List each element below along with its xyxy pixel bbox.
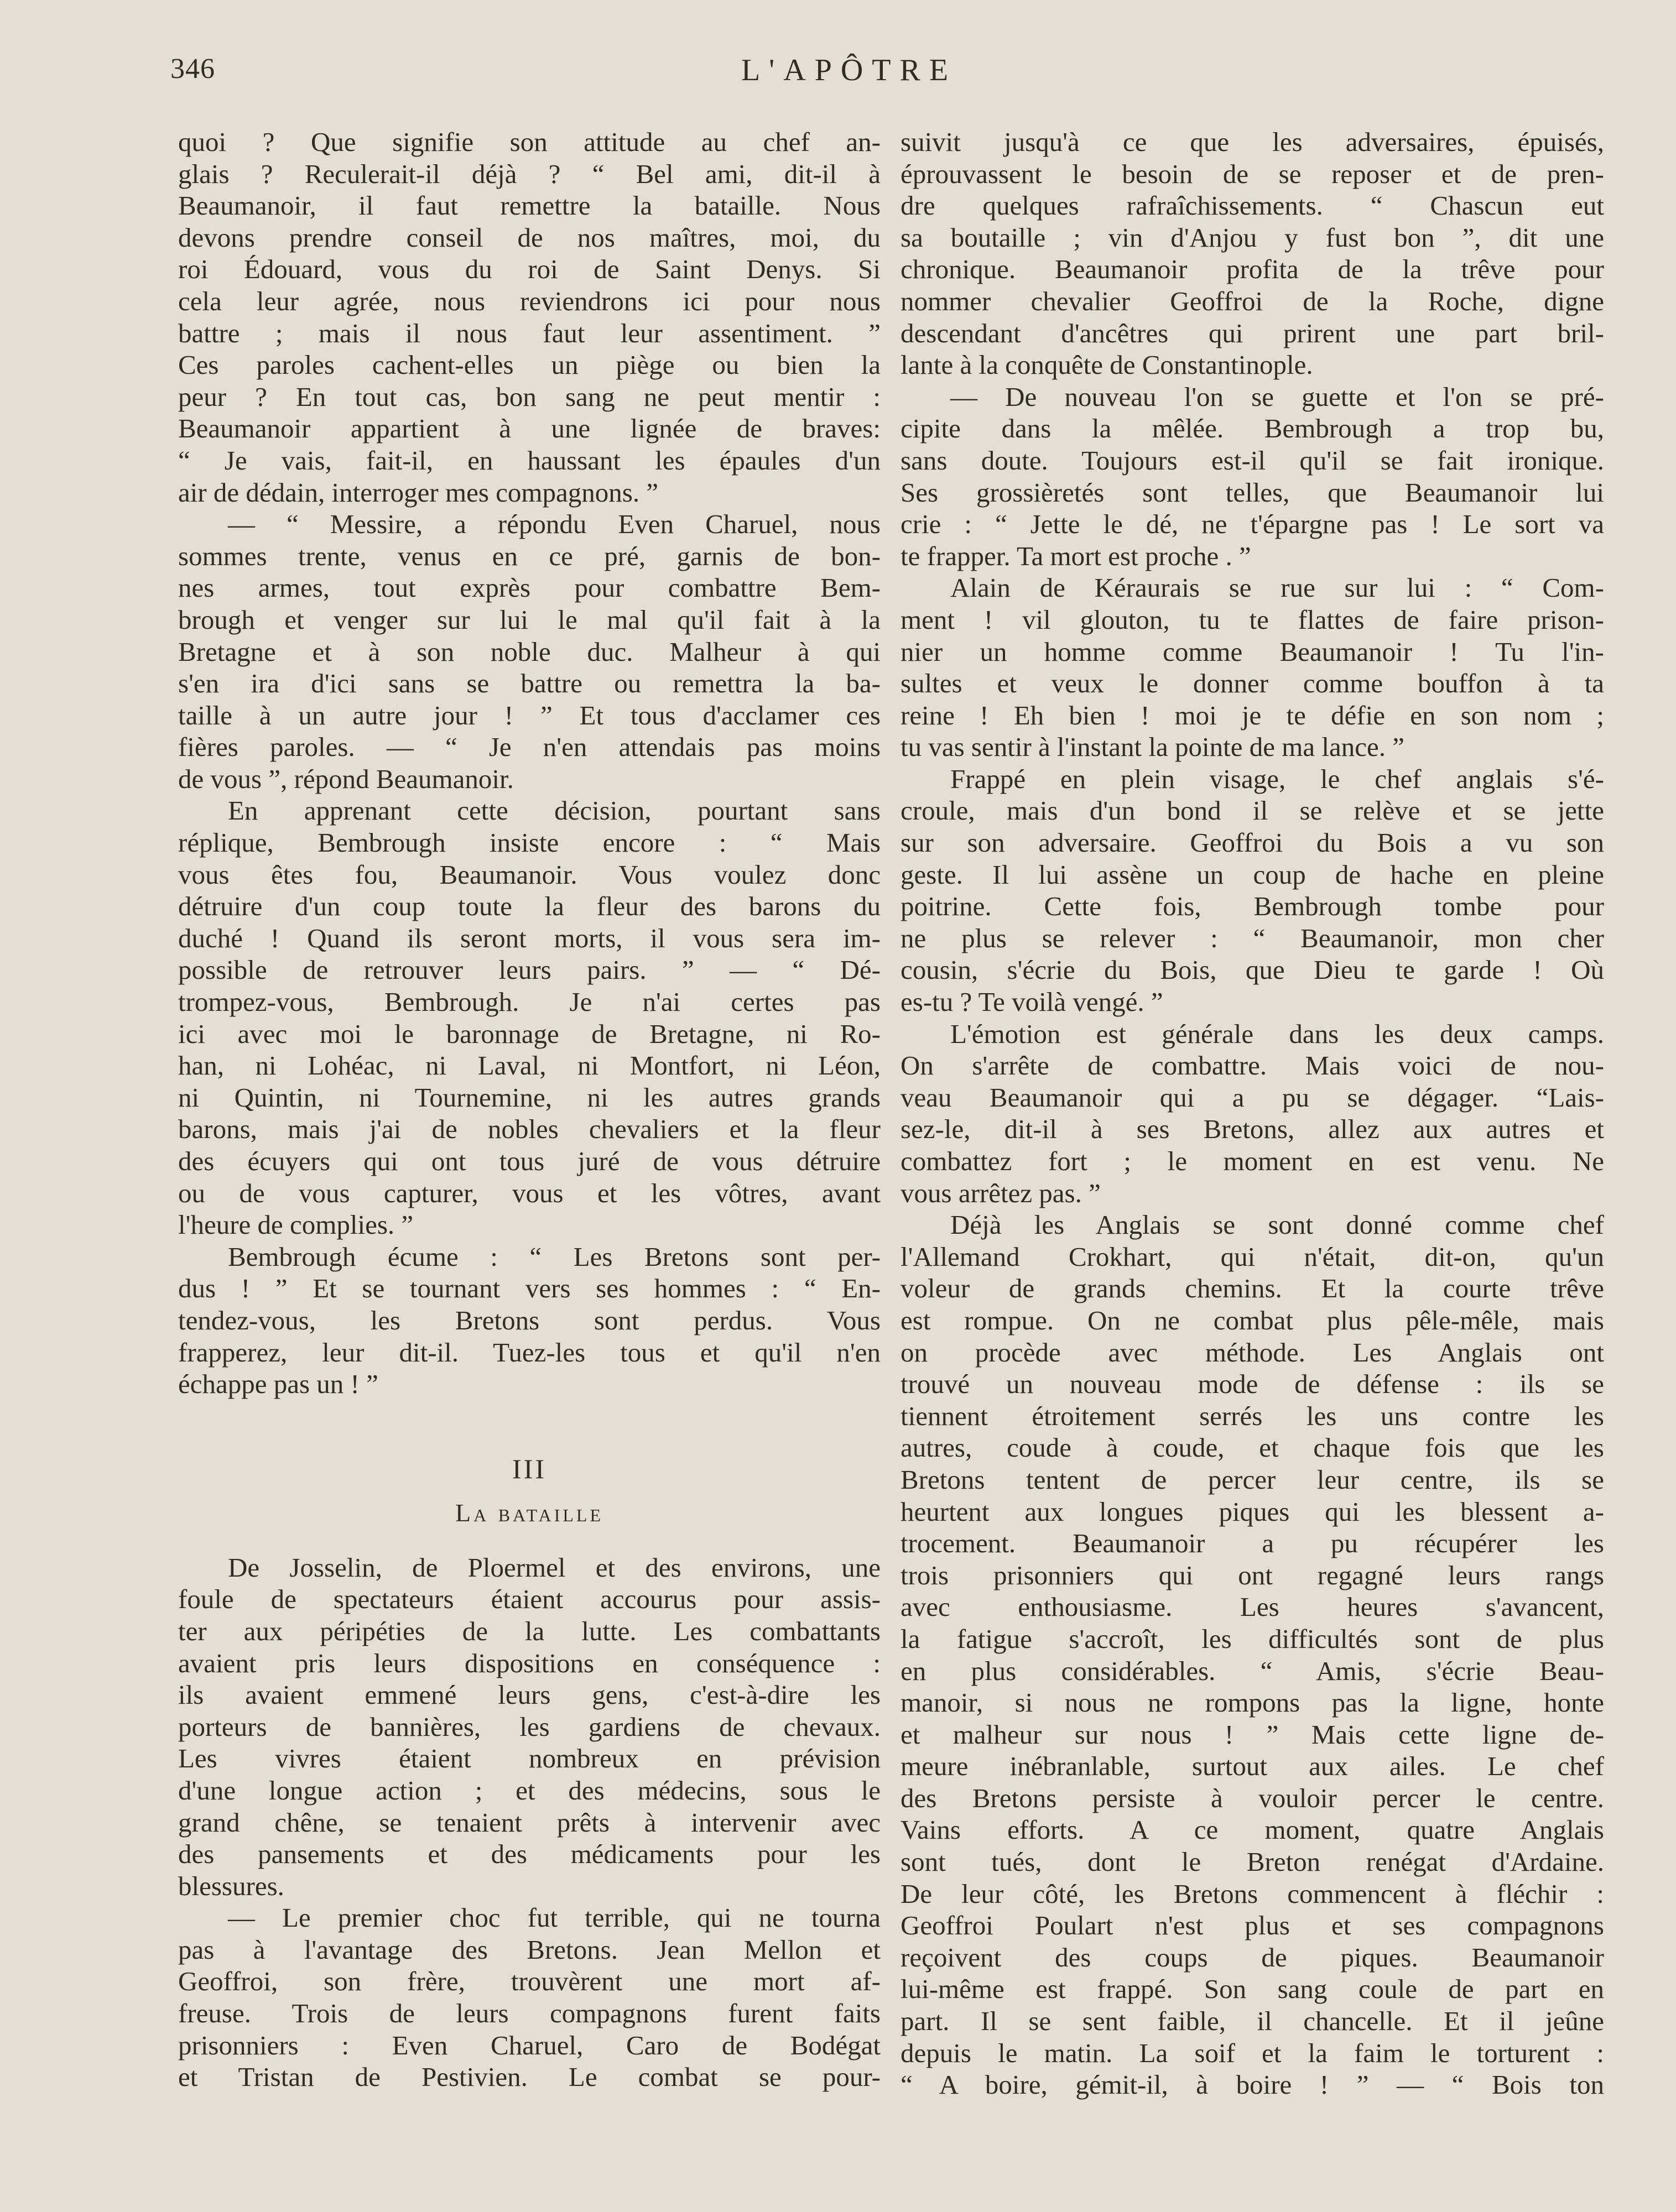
- text-line: détruire d'un coup toute la fleur des barons du: [178, 891, 881, 922]
- text-line: han, ni Lohéac, ni Laval, ni Montfort, ni Léon,: [178, 1050, 881, 1081]
- text-line: trois prisonniers qui ont regagné leurs rangs: [901, 1559, 1604, 1590]
- text-line: veau Beaumanoir qui a pu se dégager. “Lais-: [901, 1082, 1604, 1113]
- text-line: descendant d'ancêtres qui prirent une part bril-: [901, 317, 1604, 348]
- text-line: blessures.: [178, 1870, 284, 1901]
- text-line: air de dédain, interroger mes compagnons. ”: [178, 477, 659, 508]
- text-line: frapperez, leur dit-il. Tuez-les tous et qu'il n'en: [178, 1337, 881, 1368]
- text-line: des écuyers qui ont tous juré de vous détruire: [178, 1146, 881, 1176]
- section-number: III: [512, 1453, 546, 1484]
- text-line: duché ! Quand ils seront morts, il vous sera im-: [178, 922, 881, 953]
- spacer: [178, 1530, 881, 1552]
- text-line: des pansements et des médicaments pour les: [178, 1839, 881, 1870]
- text-line: devons prendre conseil de nos maîtres, moi, du: [178, 222, 881, 253]
- text-line: nommer chevalier Geoffroi de la Roche, digne: [901, 285, 1604, 316]
- text-line: éprouvassent le besoin de se reposer et de pren-: [901, 158, 1604, 189]
- text-line: combattez fort ; le moment en est venu. Ne: [901, 1146, 1604, 1176]
- text-line: “ A boire, gémit-il, à boire ! ” — “ Bois ton: [901, 2069, 1604, 2100]
- text-line: cousin, s'écrie du Bois, que Dieu te garde ! Où: [901, 954, 1604, 985]
- text-line: la fatigue s'accroît, les difficultés sont de plus: [901, 1623, 1604, 1654]
- text-line: nier un homme comme Beaumanoir ! Tu l'in-: [901, 636, 1604, 667]
- text-line: sans doute. Toujours est-il qu'il se fait ironique.: [901, 445, 1604, 476]
- text-line: te frapper. Ta mort est proche . ”: [901, 540, 1251, 571]
- text-line: Frappé en plein visage, le chef anglais s'é-: [950, 763, 1604, 794]
- text-line: fières paroles. — “ Je n'en attendais pas moins: [178, 732, 881, 763]
- text-line: ment ! vil glouton, tu te flattes de faire prison-: [901, 604, 1604, 635]
- text-line: dus ! ” Et se tournant vers ses hommes : “ En-: [178, 1273, 881, 1304]
- text-line: de vous ”, répond Beaumanoir.: [178, 763, 514, 794]
- text-line: croule, mais d'un bond il se relève et se jette: [901, 795, 1604, 826]
- text-line: suivit jusqu'à ce que les adversaires, épuisés,: [901, 127, 1604, 157]
- text-line: Geoffroi Poulart n'est plus et ses compagnons: [901, 1910, 1604, 1941]
- text-line: En apprenant cette décision, pourtant sans: [228, 795, 881, 826]
- text-line: nes armes, tout exprès pour combattre Bem-: [178, 572, 881, 603]
- text-line: avaient pris leurs dispositions en conséquence :: [178, 1647, 881, 1678]
- text-line: cipite dans la mêlée. Bembrough a trop bu,: [901, 413, 1604, 444]
- right-column: [901, 126, 1604, 2101]
- text-line: pas à l'avantage des Bretons. Jean Mellon et: [178, 1934, 881, 1965]
- text-line: sont tués, dont le Breton renégat d'Ardaine.: [901, 1846, 1604, 1877]
- text-line: sez-le, dit-il à ses Bretons, allez aux autres et: [901, 1114, 1604, 1145]
- text-line: chronique. Beaumanoir profita de la trêve pour: [901, 254, 1604, 285]
- text-line: Beaumanoir, il faut remettre la bataille. Nous: [178, 190, 881, 221]
- text-line: Ces paroles cachent-elles un piège ou bien la: [178, 349, 881, 380]
- text-line: on procède avec méthode. Les Anglais ont: [901, 1337, 1604, 1368]
- text-line: en plus considérables. “ Amis, s'écrie Beau-: [901, 1655, 1604, 1686]
- text-line: autres, coude à coude, et chaque fois que les: [901, 1432, 1604, 1463]
- text-line: est rompue. On ne combat plus pêle-mêle, mais: [901, 1305, 1604, 1335]
- spacer: [178, 1400, 881, 1441]
- text-line: De Josselin, de Ploermel et des environs, une: [228, 1552, 881, 1583]
- text-line: On s'arrête de combattre. Mais voici de nou-: [901, 1050, 1604, 1081]
- text-line: Bretons tentent de percer leur centre, ils se: [901, 1464, 1604, 1495]
- text-line: part. Il se sent faible, il chancelle. Et il jeûne: [901, 2006, 1604, 2037]
- text-line: meure inébranlable, surtout aux ailes. Le chef: [901, 1751, 1604, 1782]
- text-line: ou de vous capturer, vous et les vôtres, avant: [178, 1177, 881, 1208]
- text-line: reçoivent des coups de piques. Beaumanoir: [901, 1942, 1604, 1973]
- text-line: reine ! Eh bien ! moi je te défie en son nom ;: [901, 700, 1604, 731]
- text-line: barons, mais j'ai de nobles chevaliers et la fleur: [178, 1114, 881, 1145]
- text-line: Vains efforts. A ce moment, quatre Anglais: [901, 1814, 1604, 1845]
- text-line: Ses grossièretés sont telles, que Beaumanoir lui: [901, 477, 1604, 508]
- text-line: crie : “ Jette le dé, ne t'épargne pas ! Le sort va: [901, 509, 1604, 540]
- text-line: lante à la conquête de Constantinople.: [901, 349, 1313, 380]
- text-line: heurtent aux longues piques qui les blessent a-: [901, 1496, 1604, 1527]
- text-line: tendez-vous, les Bretons sont perdus. Vous: [178, 1305, 881, 1335]
- text-line: geste. Il lui assène un coup de hache en pleine: [901, 859, 1604, 890]
- text-line: freuse. Trois de leurs compagnons furent faits: [178, 1998, 881, 2029]
- text-line: Alain de Kéraurais se rue sur lui : “ Com-: [950, 572, 1604, 603]
- text-line: “ Je vais, fait-il, en haussant les épaules d'un: [178, 445, 881, 476]
- text-line: sa boutaille ; vin d'Anjou y fust bon ”, dit une: [901, 222, 1604, 253]
- text-line: roi Édouard, vous du roi de Saint Denys. Si: [178, 254, 881, 285]
- text-line: — “ Messire, a répondu Even Charuel, nous: [228, 509, 881, 540]
- text-line: Bretagne et à son noble duc. Malheur à qui: [178, 636, 881, 667]
- running-title: L'APÔTRE: [741, 53, 957, 87]
- text-line: L'émotion est générale dans les deux camps.: [950, 1018, 1604, 1049]
- text-line: s'en ira d'ici sans se battre ou remettra la ba-: [178, 668, 881, 699]
- text-line: avec enthousiasme. Les heures s'avancent,: [901, 1592, 1604, 1623]
- text-line: vous êtes fou, Beaumanoir. Vous voulez donc: [178, 859, 881, 890]
- text-line: — Le premier choc fut terrible, qui ne tourna: [228, 1902, 881, 1933]
- text-line: voleur de grands chemins. Et la courte trêve: [901, 1273, 1604, 1304]
- text-line: — De nouveau l'on se guette et l'on se pré-: [950, 381, 1604, 412]
- text-line: possible de retrouver leurs pairs. ” — “ Dé-: [178, 954, 881, 985]
- text-line: prisonniers : Even Charuel, Caro de Bodégat: [178, 2030, 881, 2060]
- text-line: taille à un autre jour ! ” Et tous d'acclamer ces: [178, 700, 881, 731]
- text-line: ter aux péripéties de la lutte. Les combattants: [178, 1615, 881, 1646]
- text-line: battre ; mais il nous faut leur assentiment. ”: [178, 317, 881, 348]
- text-line: porteurs de bannières, les gardiens de chevaux.: [178, 1711, 881, 1742]
- text-line: De leur côté, les Bretons commencent à fléchir :: [901, 1878, 1604, 1909]
- page-number: 346: [170, 53, 215, 85]
- text-line: sommes trente, venus en ce pré, garnis de bon-: [178, 540, 881, 571]
- text-line: peur ? En tout cas, bon sang ne peut mentir :: [178, 381, 881, 412]
- section-title: La bataille: [455, 1498, 603, 1527]
- text-line: sur son adversaire. Geoffroi du Bois a vu son: [901, 827, 1604, 858]
- text-line: foule de spectateurs étaient accourus pour assis-: [178, 1584, 881, 1615]
- left-column: [178, 126, 881, 2093]
- text-line: Déjà les Anglais se sont donné comme chef: [950, 1209, 1604, 1240]
- text-line: échappe pas un ! ”: [178, 1369, 378, 1400]
- page-header: [0, 53, 1676, 97]
- text-line: cela leur agrée, nous reviendrons ici pour nous: [178, 285, 881, 316]
- text-line: Bembrough écume : “ Les Bretons sont per-: [228, 1241, 881, 1272]
- text-line: tiennent étroitement serrés les uns contre les: [901, 1400, 1604, 1431]
- text-line: grand chêne, se tenaient prêts à intervenir avec: [178, 1807, 881, 1838]
- text-line: sultes et veux le donner comme bouffon à ta: [901, 668, 1604, 699]
- text-line: depuis le matin. La soif et la faim le torturent :: [901, 2037, 1604, 2068]
- text-line: Les vivres étaient nombreux en prévision: [178, 1743, 881, 1774]
- text-line: et Tristan de Pestivien. Le combat se pour-: [178, 2062, 881, 2093]
- text-line: ici avec moi le baronnage de Bretagne, ni Ro-: [178, 1018, 881, 1049]
- text-line: et malheur sur nous ! ” Mais cette ligne de-: [901, 1719, 1604, 1750]
- text-line: trompez-vous, Bembrough. Je n'ai certes pas: [178, 987, 881, 1018]
- text-line: ni Quintin, ni Tournemine, ni les autres grands: [178, 1082, 881, 1113]
- text-line: réplique, Bembrough insiste encore : “ Mais: [178, 827, 881, 858]
- text-line: trouvé un nouveau mode de défense : ils se: [901, 1369, 1604, 1400]
- text-line: Geoffroi, son frère, trouvèrent une mort af-: [178, 1966, 881, 1997]
- text-line: d'une longue action ; et des médecins, sous le: [178, 1775, 881, 1806]
- text-line: Beaumanoir appartient à une lignée de braves:: [178, 413, 881, 444]
- text-line: dre quelques rafraîchissements. “ Chascun eut: [901, 190, 1604, 221]
- text-line: des Bretons persiste à vouloir percer le centre.: [901, 1782, 1604, 1813]
- text-line: l'Allemand Crokhart, qui n'était, dit-on, qu'un: [901, 1241, 1604, 1272]
- text-line: l'heure de complies. ”: [178, 1209, 414, 1240]
- text-line: quoi ? Que signifie son attitude au chef an-: [178, 127, 881, 157]
- text-line: manoir, si nous ne rompons pas la ligne, honte: [901, 1687, 1604, 1718]
- text-line: ne plus se relever : “ Beaumanoir, mon cher: [901, 922, 1604, 953]
- text-line: tu vas sentir à l'instant la pointe de ma lance. ”: [901, 732, 1404, 763]
- text-line: lui-même est frappé. Son sang coule de part en: [901, 1974, 1604, 2005]
- text-line: trocement. Beaumanoir a pu récupérer les: [901, 1528, 1604, 1559]
- text-line: vous arrêtez pas. ”: [901, 1177, 1101, 1208]
- text-line: poitrine. Cette fois, Bembrough tombe pour: [901, 891, 1604, 922]
- text-line: glais ? Reculerait-il déjà ? “ Bel ami, dit-il à: [178, 158, 881, 189]
- text-line: ils avaient emmené leurs gens, c'est-à-dire les: [178, 1679, 881, 1710]
- text-line: es-tu ? Te voilà vengé. ”: [901, 987, 1163, 1018]
- text-line: brough et venger sur lui le mal qu'il fait à la: [178, 604, 881, 635]
